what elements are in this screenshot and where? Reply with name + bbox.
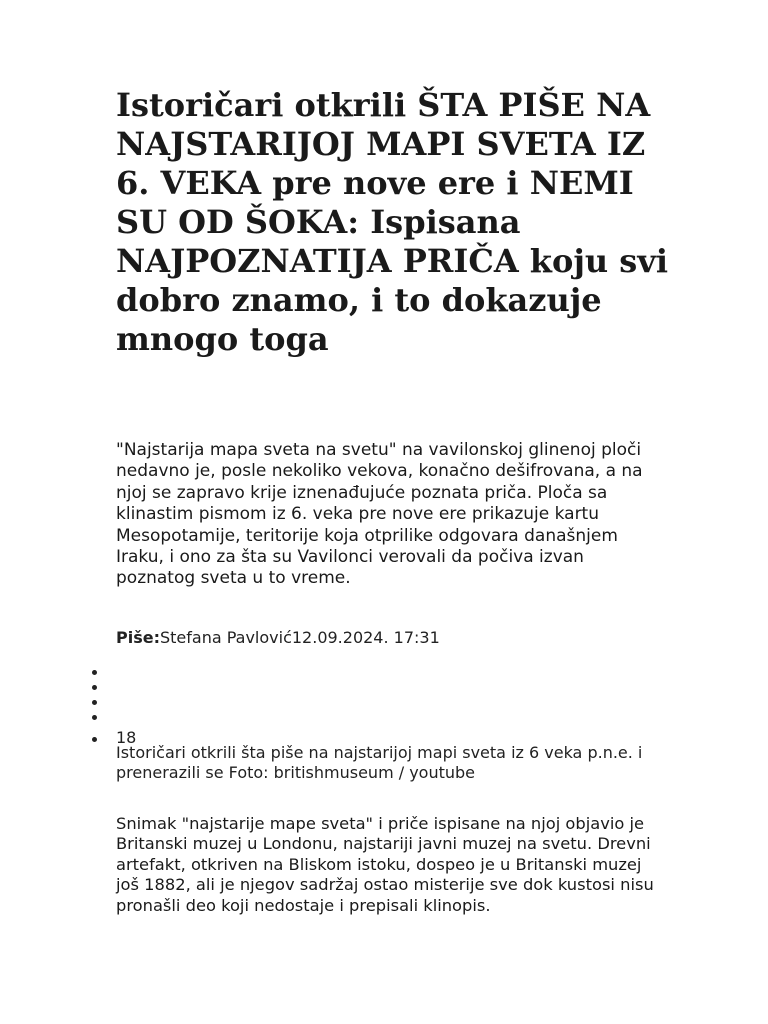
byline-datetime: 12.09.2024. 17:31 [291, 628, 440, 647]
byline-label: Piše: [116, 628, 160, 647]
article-body-paragraph: Snimak "najstarije mape sveta" i priče ispisane na njoj objavio je Britanski muzej u Londonu, najstariji javni muzej na svetu. Drevni artefakt, otkriven na Bliskom istoku, dospeo je u Britanski muzej još 1882, ali je njegov sadržaj ostao misterije sve dok kustosi nisu pronašli deo koji nedostaje i prepisali klinopis. [116, 814, 654, 915]
share-item-2[interactable] [84, 679, 136, 694]
share-list [84, 664, 136, 748]
share-item-4[interactable] [84, 709, 136, 724]
article-byline [116, 627, 440, 648]
byline-author[interactable]: Stefana Pavlović [159, 628, 292, 647]
share-item-1[interactable] [84, 664, 136, 679]
comments-count[interactable]: 18 [84, 728, 136, 748]
image-caption: Istoričari otkrili šta piše na najstarijoj mapi sveta iz 6 veka p.n.e. i prenerazili se Foto: britishmuseum / youtube [116, 743, 643, 782]
article-headline: Istoričari otkrili ŠTA PIŠE NA NAJSTARIJOJ MAPI SVETA IZ 6. VEKA pre nove ere i NEMI SU OD ŠOKA: Ispisana NAJPOZNATIJA PRIČA koju svi dobro znamo, i to dokazuje mnogo toga [116, 86, 669, 358]
article-lead: "Najstarija mapa sveta na svetu" na vavilonskoj glinenoj ploči nedavno je, posle nekoliko vekova, konačno dešifrovana, a na njoj se zapravo krije iznenađujuće poznata priča. Ploča sa klinastim pismom iz 6. veka pre nove ere prikazuje kartu Mesopotamije, teritorije koja otprilike odgovara današnjem Iraku, i ono za šta su Vavilonci verovali da počiva izvan poznatog sveta u to vreme. [116, 440, 643, 589]
share-item-3[interactable] [84, 694, 136, 709]
